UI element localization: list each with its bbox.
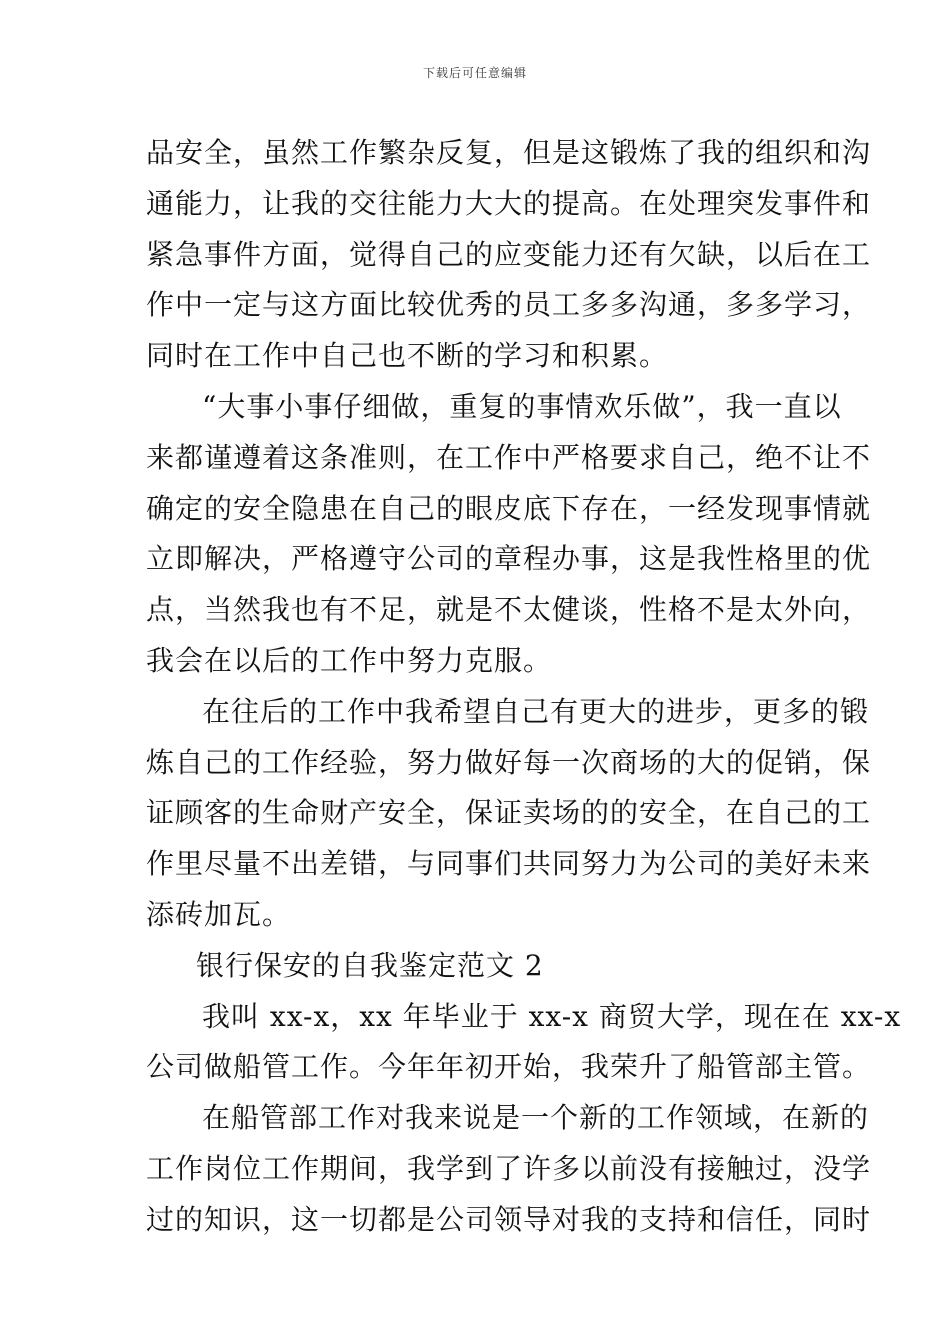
text-line: 来都谨遵着这条准则，在工作中严格要求自己，绝不让不: [146, 440, 872, 474]
paragraph-start-line: 在往后的工作中我希望自己有更大的进步，更多的锻: [202, 694, 870, 728]
text-line: 证顾客的生命财产安全，保证卖场的的安全，在自己的工: [146, 796, 872, 830]
paragraph-start-line: “大事小事仔细做，重复的事情欢乐做”，我一直以: [202, 389, 842, 423]
text-line: 确定的安全隐患在自己的眼皮底下存在，一经发现事情就: [146, 491, 872, 525]
text-line: 品安全，虽然工作繁杂反复，但是这锻炼了我的组织和沟: [146, 136, 872, 169]
text-line: 立即解决，严格遵守公司的章程办事，这是我性格里的优: [146, 542, 872, 576]
text-line: 工作岗位工作期间，我学到了许多以前没有接触过，没学: [146, 1151, 872, 1185]
text-line: 公司做船管工作。今年年初开始，我荣升了船管部主管。: [146, 1050, 872, 1084]
document-body: [146, 128, 902, 1246]
text-line: 过的知识，这一切都是公司领导对我的支持和信任，同时: [146, 1202, 872, 1236]
text-line: 通能力，让我的交往能力大大的提高。在处理突发事件和: [146, 186, 872, 220]
paragraph-start-line: 在船管部工作对我来说是一个新的工作领域，在新的: [202, 1101, 870, 1135]
text-line: 炼自己的工作经验，努力做好每一次商场的大的促销，保: [146, 745, 872, 779]
text-line: 点，当然我也有不足，就是不太健谈，性格不是太外向，: [146, 593, 872, 627]
page-header: 下载后可任意编辑: [422, 66, 527, 80]
text-line: 同时在工作中自己也不断的学习和积累。: [146, 339, 669, 373]
text-line: 作中一定与这方面比较优秀的员工多多沟通，多多学习，: [146, 288, 872, 322]
section-heading: 银行保安的自我鉴定范文 2: [196, 948, 544, 982]
text-line: 紧急事件方面，觉得自己的应变能力还有欠缺，以后在工: [146, 237, 872, 271]
paragraph-start-line: 我叫 xx-x，xx 年毕业于 xx-x 商贸大学，现在在 xx-x: [202, 999, 902, 1033]
text-line: 添砖加瓦。: [146, 897, 292, 931]
text-line: 我会在以后的工作中努力克服。: [146, 643, 553, 677]
text-line: 作里尽量不出差错，与同事们共同努力为公司的美好未来: [146, 847, 872, 881]
